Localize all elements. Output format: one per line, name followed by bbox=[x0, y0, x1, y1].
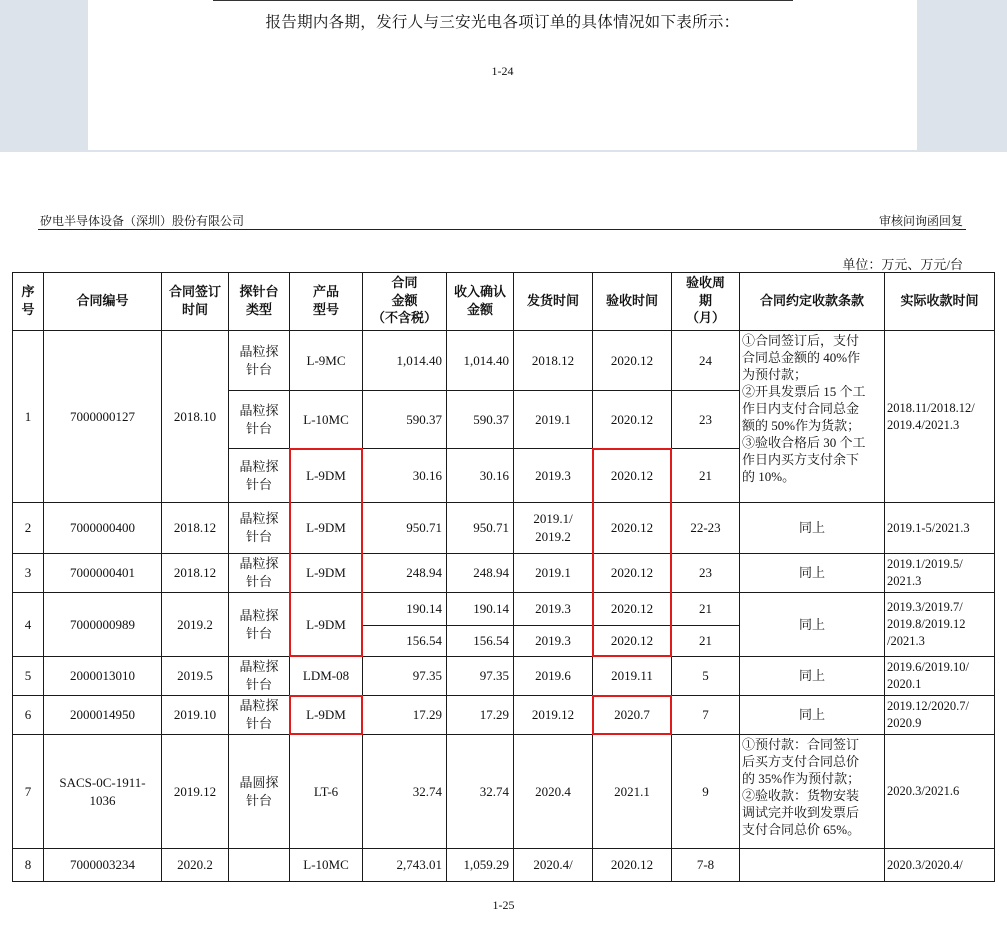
row-accept-time: 2021.1 bbox=[614, 783, 650, 799]
row-revenue: 1,059.29 bbox=[463, 857, 509, 873]
row-ship-time: 2019.3 bbox=[535, 601, 571, 617]
row-prober-type: 晶粒探 针台 bbox=[239, 402, 279, 436]
row-accept-period: 21 bbox=[699, 467, 712, 483]
row-sign-time: 2018.12 bbox=[173, 520, 217, 536]
row-seq: 8 bbox=[24, 857, 32, 873]
row-revenue: 190.14 bbox=[473, 601, 509, 617]
top-rule bbox=[213, 0, 793, 1]
row-seq: 5 bbox=[24, 668, 32, 684]
row-accept-period: 5 bbox=[702, 668, 709, 684]
row-contract-no: 7000000127 bbox=[70, 408, 135, 424]
highlight-accept-box bbox=[592, 448, 672, 657]
row-terms: 同上 bbox=[798, 707, 825, 723]
document-type: 审核问询函回复 bbox=[878, 214, 963, 228]
row-model: L-10MC bbox=[303, 857, 349, 873]
highlight-model-box-row6 bbox=[289, 695, 363, 735]
row-amount: 248.94 bbox=[406, 565, 442, 581]
row-sign-time: 2018.10 bbox=[173, 408, 217, 424]
row-accept-time: 2020.12 bbox=[610, 633, 654, 649]
row-model: L-9DM bbox=[306, 616, 346, 632]
row-accept-period: 21 bbox=[699, 601, 712, 617]
row-amount: 2,743.01 bbox=[396, 857, 442, 873]
row-terms: 同上 bbox=[798, 520, 825, 536]
row-sign-time: 2018.12 bbox=[173, 565, 217, 581]
row-accept-time: 2020.12 bbox=[610, 857, 654, 873]
row-model: L-9MC bbox=[306, 352, 346, 368]
header-contract-no: 合同编号 bbox=[76, 293, 129, 309]
header-accept-period: 验收周 期 （月） bbox=[685, 276, 725, 327]
header-model: 产品 型号 bbox=[312, 284, 339, 318]
row-ship-time: 2019.6 bbox=[535, 668, 571, 684]
company-name: 矽电半导体设备（深圳）股份有限公司 bbox=[40, 214, 245, 228]
row-collection: 2019.6/2019.10/ 2020.1 bbox=[887, 660, 969, 691]
row-seq: 4 bbox=[24, 616, 32, 632]
row-accept-period: 23 bbox=[699, 411, 712, 427]
row-terms: 同上 bbox=[798, 616, 825, 632]
row-revenue: 30.16 bbox=[479, 467, 509, 483]
row-accept-period: 22-23 bbox=[690, 520, 721, 536]
row-prober-type bbox=[229, 849, 289, 881]
row-collection: 2019.1-5/2021.3 bbox=[887, 520, 970, 535]
row-prober-type: 晶粒探 针台 bbox=[239, 698, 279, 731]
document-page bbox=[0, 152, 1007, 928]
header-collection: 实际收款时间 bbox=[900, 293, 979, 309]
header-amount: 合同 金额 （不含税） bbox=[371, 276, 437, 327]
header-revenue: 收入确认 金额 bbox=[453, 284, 506, 318]
row-accept-period: 23 bbox=[699, 565, 712, 581]
row-sign-time: 2019.10 bbox=[173, 707, 217, 723]
row-collection: 2019.12/2020.7/ 2020.9 bbox=[887, 699, 969, 730]
row-prober-type: 晶粒探 针台 bbox=[239, 458, 279, 492]
unit-note: 单位：万元、万元/台 bbox=[842, 257, 963, 272]
row-model: L-10MC bbox=[303, 411, 349, 427]
row-revenue: 950.71 bbox=[473, 520, 509, 536]
header-accept-time: 验收时间 bbox=[605, 293, 658, 309]
row-sign-time: 2019.2 bbox=[177, 616, 213, 632]
row-revenue: 590.37 bbox=[473, 411, 509, 427]
row-accept-time: 2020.12 bbox=[610, 565, 654, 581]
row-accept-period: 21 bbox=[699, 633, 712, 649]
header-sign-time: 合同签订 时间 bbox=[168, 284, 221, 318]
highlight-model-box bbox=[289, 448, 363, 657]
row-contract-no: 2000014950 bbox=[70, 707, 135, 723]
row-sign-time: 2020.2 bbox=[177, 857, 213, 873]
row-accept-time: 2020.12 bbox=[610, 601, 654, 617]
row-amount: 32.74 bbox=[412, 783, 442, 799]
header-terms: 合同约定收款条款 bbox=[759, 293, 864, 309]
orders-table bbox=[0, 152, 1007, 928]
row-ship-time: 2019.1/ 2019.2 bbox=[533, 511, 573, 544]
row-accept-period: 7 bbox=[702, 707, 709, 723]
row-seq: 2 bbox=[24, 520, 32, 536]
row-contract-no: 7000003234 bbox=[70, 857, 135, 873]
row-ship-time: 2019.1 bbox=[535, 565, 571, 581]
row-model: L-9DM bbox=[306, 707, 346, 723]
row-revenue: 32.74 bbox=[479, 783, 509, 799]
row-revenue: 248.94 bbox=[473, 565, 509, 581]
row-ship-time: 2018.12 bbox=[531, 352, 575, 368]
row-terms: 同上 bbox=[798, 668, 825, 684]
row-accept-time: 2020.12 bbox=[610, 411, 654, 427]
row-contract-no: 7000000400 bbox=[70, 520, 135, 536]
row-amount: 950.71 bbox=[406, 520, 442, 536]
row-ship-time: 2019.3 bbox=[535, 633, 571, 649]
row-accept-period: 7-8 bbox=[696, 857, 715, 873]
row-terms: 同上 bbox=[798, 565, 825, 581]
intro-paragraph: 报告期内各期，发行人与三安光电各项订单的具体情况如下表所示： bbox=[265, 14, 740, 31]
row-seq: 7 bbox=[24, 783, 32, 799]
row-model: L-9DM bbox=[306, 520, 346, 536]
row-prober-type: 晶粒探 针台 bbox=[239, 343, 279, 377]
row-seq: 1 bbox=[24, 408, 32, 424]
page-number-previous: 1-24 bbox=[491, 64, 514, 78]
row-amount: 97.35 bbox=[412, 668, 442, 684]
row-accept-time: 2020.12 bbox=[610, 467, 654, 483]
page-number: 1-25 bbox=[492, 898, 515, 912]
row-revenue: 1,014.40 bbox=[463, 352, 509, 368]
row-ship-time: 2019.3 bbox=[535, 467, 571, 483]
row-contract-no: SACS-0C-1911- 1036 bbox=[59, 774, 146, 808]
row-amount: 590.37 bbox=[406, 411, 442, 427]
row-sign-time: 2019.5 bbox=[177, 668, 213, 684]
row-accept-period: 24 bbox=[699, 352, 712, 368]
row-collection: 2020.3/2020.4/ bbox=[887, 857, 963, 872]
table-side-border bbox=[994, 272, 995, 882]
row-prober-type: 晶粒探 针台 bbox=[239, 659, 279, 692]
row-collection: 2018.11/2018.12/ 2019.4/2021.3 bbox=[887, 400, 975, 432]
row-prober-type: 晶粒探 针台 bbox=[239, 607, 279, 641]
row-amount: 17.29 bbox=[412, 707, 442, 723]
row-contract-no: 7000000401 bbox=[70, 565, 135, 581]
row-terms: ①合同签订后，支付 合同总金额的 40%作 为预付款； ②开具发票后 15 个工 作日内支付合同总金 额的 50%作为货款； ③验收合格后 30 个工 作日内买方支付余下 的 10%。 bbox=[742, 333, 866, 484]
row-revenue: 156.54 bbox=[473, 633, 509, 649]
row-terms: ①预付款：合同签订 后买方支付合同总价 的 35%作为预付款； ②验收款：货物安装 调试完并收到发票后 支付合同总价 65%。 bbox=[742, 737, 861, 837]
header-prober-type: 探针台 类型 bbox=[239, 284, 279, 318]
row-accept-time: 2020.7 bbox=[614, 707, 650, 723]
row-prober-type: 晶粒探 针台 bbox=[239, 556, 279, 589]
header-ship-time: 发货时间 bbox=[526, 293, 579, 309]
row-amount: 190.14 bbox=[406, 601, 442, 617]
row-ship-time: 2020.4/ bbox=[533, 857, 573, 873]
row-amount: 156.54 bbox=[406, 633, 442, 649]
row-ship-time: 2019.1 bbox=[535, 411, 571, 427]
row-collection: 2019.1/2019.5/ 2021.3 bbox=[887, 557, 963, 588]
row-accept-period: 9 bbox=[702, 783, 709, 799]
row-line bbox=[12, 881, 995, 882]
previous-page-fragment bbox=[88, 0, 917, 150]
row-amount: 1,014.40 bbox=[396, 352, 442, 368]
row-revenue: 17.29 bbox=[479, 707, 509, 723]
row-collection: 2020.3/2021.6 bbox=[887, 784, 960, 799]
highlight-accept-box-row6 bbox=[592, 695, 672, 735]
row-accept-time: 2020.12 bbox=[610, 352, 654, 368]
row-accept-time: 2020.12 bbox=[610, 520, 654, 536]
row-prober-type: 晶圆探 针台 bbox=[239, 774, 279, 808]
row-model: L-9DM bbox=[306, 565, 346, 581]
row-ship-time: 2019.12 bbox=[531, 707, 575, 723]
row-sign-time: 2019.12 bbox=[173, 783, 217, 799]
row-model: LT-6 bbox=[313, 783, 339, 799]
row-model: L-9DM bbox=[306, 467, 346, 483]
row-model: LDM-08 bbox=[302, 668, 350, 684]
row-seq: 6 bbox=[24, 707, 32, 723]
header-seq: 序 号 bbox=[21, 284, 35, 318]
row-accept-time: 2019.11 bbox=[611, 668, 653, 684]
row-collection: 2019.3/2019.7/ 2019.8/2019.12 /2021.3 bbox=[887, 600, 966, 648]
row-contract-no: 7000000989 bbox=[70, 616, 135, 632]
row-seq: 3 bbox=[24, 565, 32, 581]
row-contract-no: 2000013010 bbox=[70, 668, 135, 684]
row-prober-type: 晶粒探 针台 bbox=[239, 511, 279, 544]
row-ship-time: 2020.4 bbox=[535, 783, 571, 799]
row-terms bbox=[740, 849, 884, 881]
row-amount: 30.16 bbox=[412, 467, 442, 483]
row-revenue: 97.35 bbox=[479, 668, 509, 684]
